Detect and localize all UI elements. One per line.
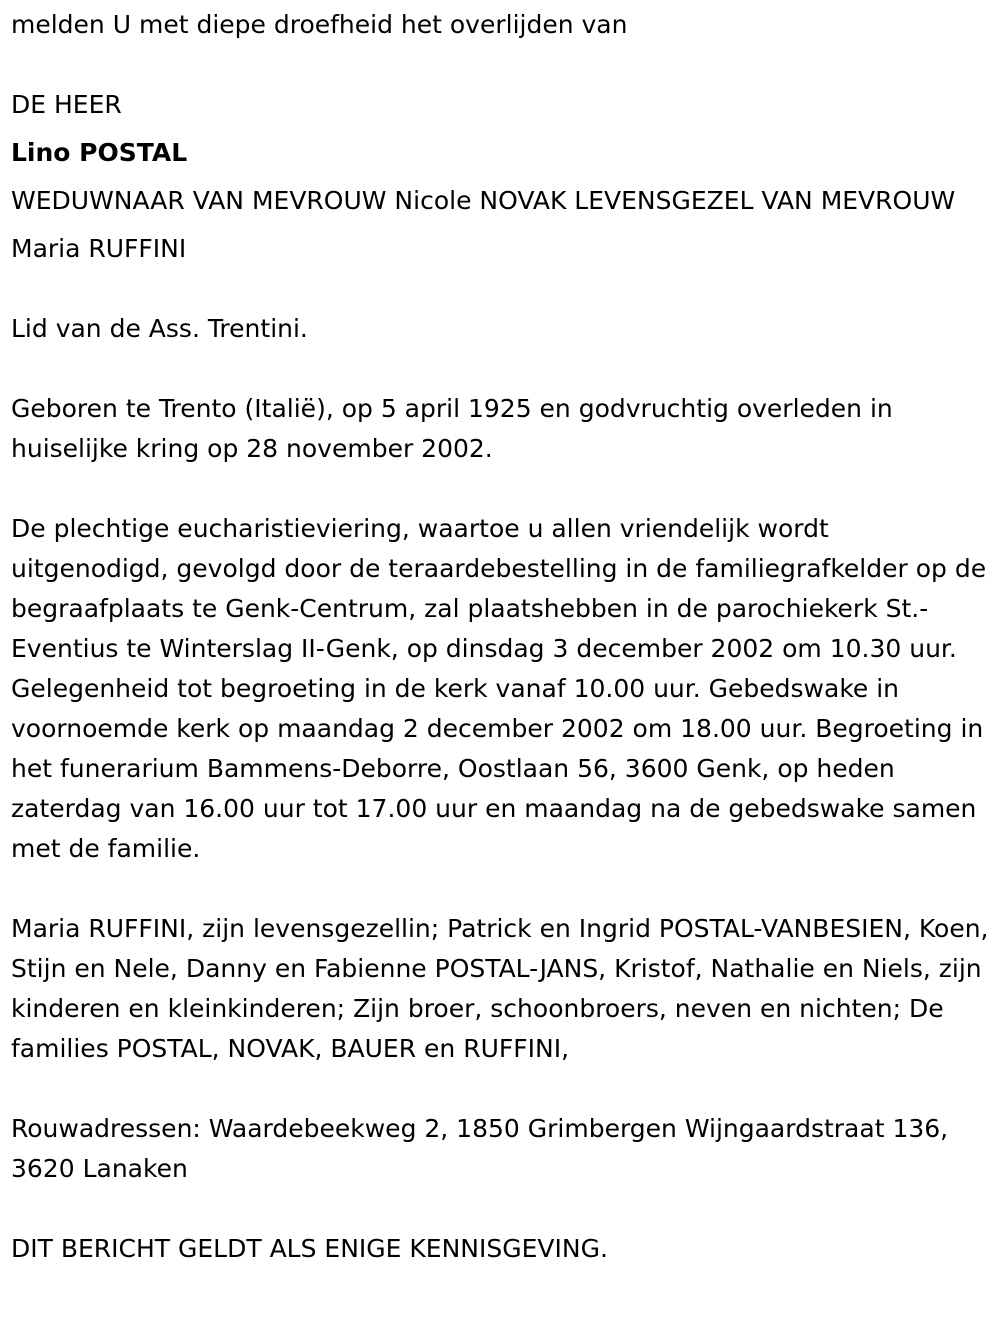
intro-text: melden U met diepe droefheid het overlijden van [11,10,628,39]
family-text: Maria RUFFINI, zijn levensgezellin; Patrick en Ingrid POSTAL-VANBESIEN, Koen, Stijn en Nele, Danny en Fabienne POSTAL-JANS, Kristof, Nathalie en Niels, zijn kinderen en kleinkinderen; Zijn broer, schoonbroers, neven en nichten; De families POSTAL, NOVAK, BAUER en RUFFINI, [11,914,989,1063]
partner-name: Maria RUFFINI [11,234,187,263]
addresses-text: Rouwadressen: Waardebeekweg 2, 1850 Grimbergen Wijngaardstraat 136, 3620 Lanaken [11,1114,949,1183]
relation-text: WEDUWNAAR VAN MEVROUW Nicole NOVAK LEVENSGEZEL VAN MEVROUW [11,186,956,215]
membership-text: Lid van de Ass. Trentini. [11,314,308,343]
obituary-notice [11,0,993,1269]
birth-death-text: Geboren te Trento (Italië), op 5 april 1925 en godvruchtig overleden in huiselijke kring op 28 november 2002. [11,394,893,463]
closing-text: DIT BERICHT GELDT ALS ENIGE KENNISGEVING. [11,1234,608,1263]
salutation: DE HEER [11,90,122,119]
ceremony-text: De plechtige eucharistieviering, waartoe u allen vriendelijk wordt uitgenodigd, gevolgd door de teraardebestelling in de familiegrafkelder op de begraafplaats te Genk-Centrum, zal plaatshebben in de parochiekerk St.-Eventius te Winterslag II-Genk, op dinsdag 3 december 2002 om 10.30 uur. Gelegenheid tot begroeting in de kerk vanaf 10.00 uur. Gebedswake in voornoemde kerk op maandag 2 december 2002 om 18.00 uur. Begroeting in het funerarium Bammens-Deborre, Oostlaan 56, 3600 Genk, op heden zaterdag van 16.00 uur tot 17.00 uur en maandag na de gebedswake samen met de familie. [11,514,987,863]
deceased-name: Lino POSTAL [11,138,188,167]
